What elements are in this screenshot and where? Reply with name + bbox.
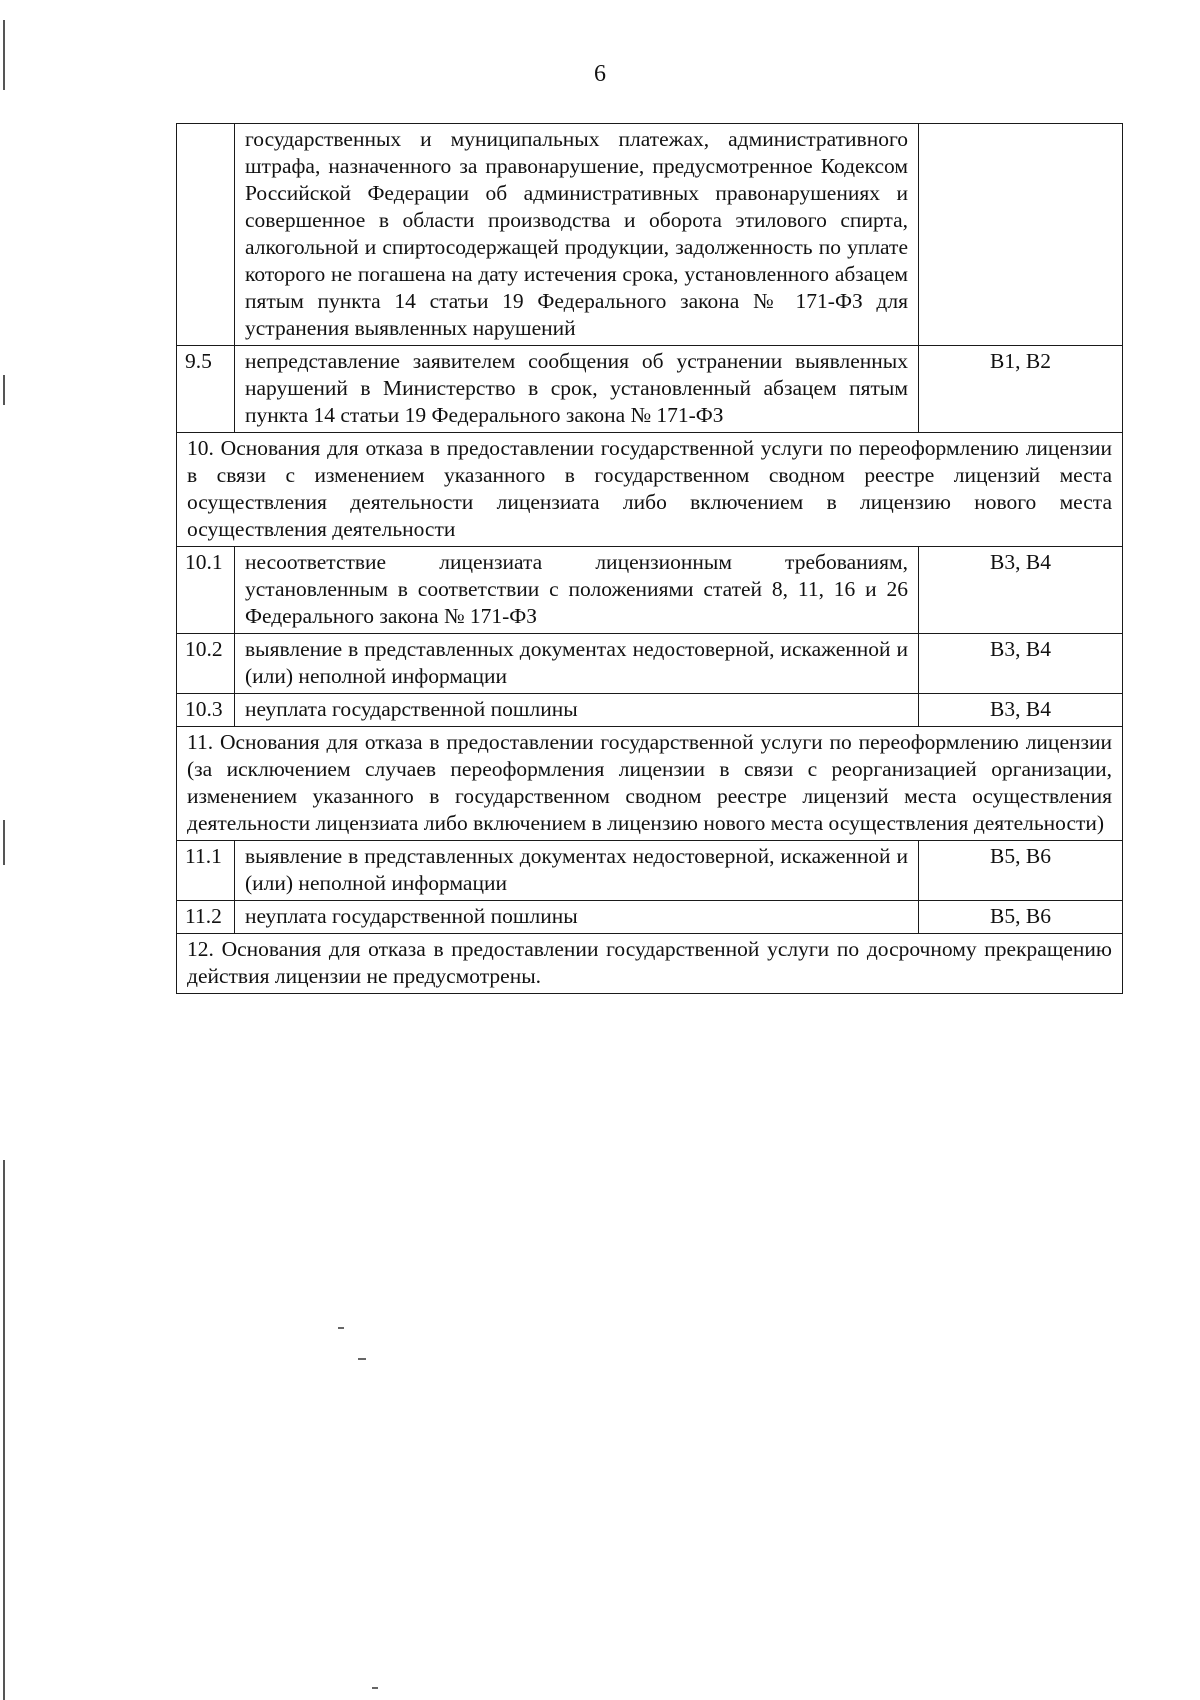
item-text: несоответствие лицензиата лицензионным требованиям, установленным в соответствии с положениями статей 8, 11, 16 и 26 Федерального закона № 171-ФЗ	[235, 547, 919, 634]
table-row	[177, 346, 1123, 433]
item-code: В5, В6	[919, 841, 1123, 901]
item-code: В5, В6	[919, 901, 1123, 934]
item-code: В3, В4	[919, 694, 1123, 727]
table-row	[177, 841, 1123, 901]
page-number: 6	[594, 61, 606, 87]
section-heading: 10. Основания для отказа в предоставлении государственной услуги по переоформлению лицензии в связи с изменением указанного в государственном сводном реестре лицензий места осуществления деятельности лицензиата либо включением в лицензию нового места осуществления деятельности	[177, 433, 1123, 547]
section-heading: 12. Основания для отказа в предоставлении государственной услуги по досрочному прекращению действия лицензии не предусмотрены.	[177, 934, 1123, 994]
section-heading: 11. Основания для отказа в предоставлении государственной услуги по переоформлению лицензии (за исключением случаев переоформления лицензии в связи с реорганизацией организации, изменением указанного в государственном сводном реестре лицензий места осуществления деятельности лицензиата либо включением в лицензию нового места осуществления деятельности)	[177, 727, 1123, 841]
table-row	[177, 694, 1123, 727]
section-row	[177, 727, 1123, 841]
scan-speck	[338, 1327, 344, 1329]
item-text: неуплата государственной пошлины	[235, 694, 919, 727]
item-text: государственных и муниципальных платежах, административного штрафа, назначенного за правонарушение, предусмотренное Кодексом Российской Федерации об административных правонарушениях и совершенное в области производства и оборота этилового спирта, алкогольной и спиртосодержащей продукции, задолженность по уплате которого не погашена на дату истечения срока, установленного абзацем пятым пункта 14 статьи 19 Федерального закона № 171-ФЗ для устранения выявленных нарушений	[235, 124, 919, 346]
table-row	[177, 634, 1123, 694]
item-number: 10.2	[177, 634, 235, 694]
item-number	[177, 124, 235, 346]
grounds-table	[176, 123, 1123, 994]
scan-speck	[358, 1358, 366, 1360]
scan-speck	[372, 1687, 378, 1689]
item-code	[919, 124, 1123, 346]
table-row	[177, 547, 1123, 634]
item-number: 11.1	[177, 841, 235, 901]
item-number: 10.1	[177, 547, 235, 634]
scan-margin-line	[3, 1160, 5, 1700]
table-row	[177, 124, 1123, 346]
item-code: В3, В4	[919, 634, 1123, 694]
section-row	[177, 433, 1123, 547]
item-code: В3, В4	[919, 547, 1123, 634]
item-text: выявление в представленных документах недостоверной, искаженной и (или) неполной информации	[235, 634, 919, 694]
item-text: выявление в представленных документах недостоверной, искаженной и (или) неполной информации	[235, 841, 919, 901]
table-row	[177, 901, 1123, 934]
scan-margin-line	[3, 820, 5, 865]
item-number: 10.3	[177, 694, 235, 727]
item-text: неуплата государственной пошлины	[235, 901, 919, 934]
item-number: 9.5	[177, 346, 235, 433]
item-number: 11.2	[177, 901, 235, 934]
item-text: непредставление заявителем сообщения об устранении выявленных нарушений в Министерство в срок, установленный абзацем пятым пункта 14 статьи 19 Федерального закона № 171-ФЗ	[235, 346, 919, 433]
section-row	[177, 934, 1123, 994]
item-code: В1, В2	[919, 346, 1123, 433]
scan-margin-line	[3, 375, 5, 405]
